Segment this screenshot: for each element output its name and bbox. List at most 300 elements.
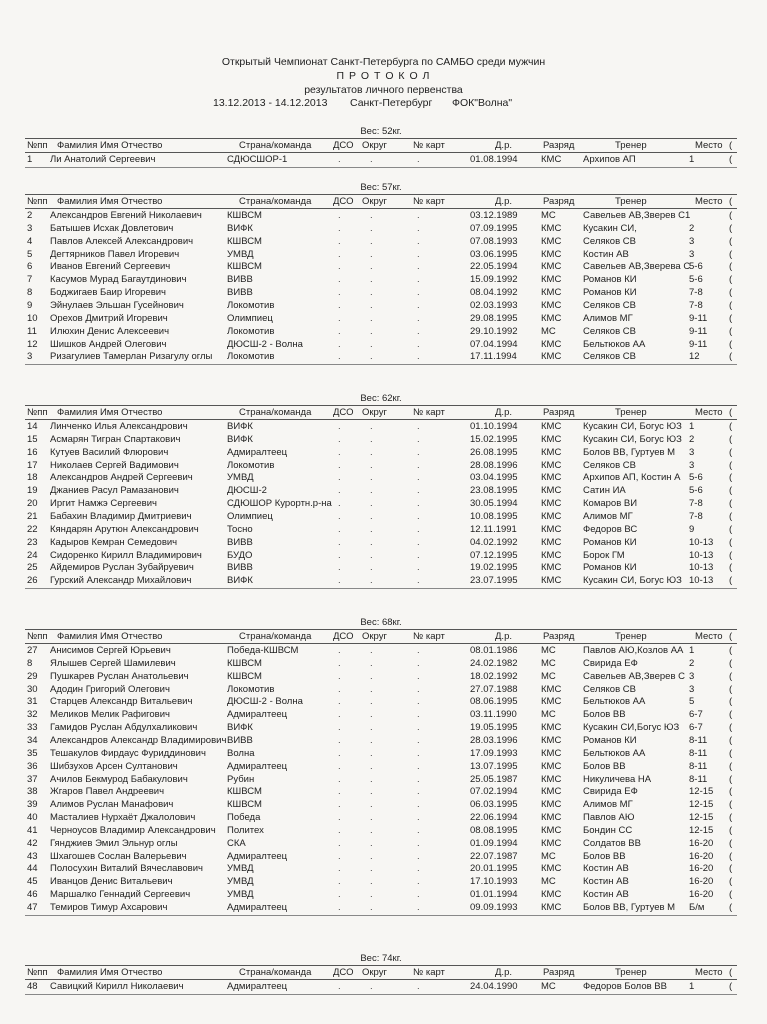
table-bottom-rule — [25, 915, 737, 916]
cell-rank: КМС — [541, 287, 562, 299]
table-row — [25, 273, 737, 286]
cell-card-number: . — [417, 734, 420, 746]
cell-team: ВИВВ — [227, 274, 253, 286]
cell-place: 5-6 — [689, 485, 703, 497]
cell-extra: ( — [729, 645, 733, 656]
cell-extra: ( — [729, 351, 733, 363]
cell-coach: Федоров Болов ВВ — [583, 981, 667, 992]
cell-extra: ( — [729, 421, 733, 432]
cell-place: 16-20 — [689, 837, 714, 849]
column-header-extra: ( — [729, 967, 733, 978]
cell-dso: . — [338, 683, 341, 695]
table-header — [25, 194, 737, 209]
cell-place: 16-20 — [689, 876, 714, 888]
cell-place: 7-8 — [689, 498, 703, 510]
table-row — [25, 536, 737, 549]
cell-card-number: . — [417, 248, 420, 260]
cell-card-number: . — [417, 575, 420, 587]
cell-full-name: Кутуев Василий Флюрович — [50, 446, 169, 458]
cell-dso: . — [338, 837, 341, 849]
cell-dso: . — [338, 747, 341, 759]
cell-extra: ( — [729, 786, 733, 798]
cell-coach: Бельтюков АА — [583, 338, 646, 350]
cell-rank: КМС — [541, 575, 562, 587]
column-header-full-name: Фамилия Имя Отчество — [57, 631, 163, 642]
column-header-place: Место — [695, 407, 723, 418]
cell-place: Б/м — [689, 902, 705, 913]
cell-number: 5 — [27, 248, 33, 260]
cell-team: УМВД — [227, 863, 254, 875]
cell-team: Рубин — [227, 773, 255, 785]
cell-region: . — [370, 824, 373, 836]
table-row — [25, 773, 737, 786]
cell-place: 12-15 — [689, 799, 714, 811]
cell-number: 10 — [27, 312, 38, 324]
cell-region: . — [370, 485, 373, 497]
cell-card-number: . — [417, 485, 420, 497]
cell-birth-date: 22.06.1994 — [470, 812, 518, 824]
cell-place: 10-13 — [689, 575, 714, 587]
cell-region: . — [370, 433, 373, 445]
cell-place: 16-20 — [689, 863, 714, 875]
cell-extra: ( — [729, 338, 733, 350]
cell-card-number: . — [417, 325, 420, 337]
cell-full-name: Илюхин Денис Алексеевич — [50, 325, 170, 337]
column-header-card-number: № карт — [413, 407, 445, 418]
column-header-coach: Тренер — [615, 967, 647, 978]
cell-dso: . — [338, 351, 341, 363]
cell-extra: ( — [729, 863, 733, 875]
cell-place: 10-13 — [689, 536, 714, 548]
column-header-region: Округ — [362, 140, 387, 151]
cell-birth-date: 08.04.1992 — [470, 287, 518, 299]
cell-card-number: . — [417, 696, 420, 708]
cell-birth-date: 07.04.1994 — [470, 338, 518, 350]
cell-full-name: Александров Александр Владимирович — [50, 734, 227, 746]
cell-card-number: . — [417, 709, 420, 721]
column-header-full-name: Фамилия Имя Отчество — [57, 967, 163, 978]
cell-dso: . — [338, 235, 341, 247]
cell-birth-date: 20.01.1995 — [470, 863, 518, 875]
cell-place: 7-8 — [689, 287, 703, 299]
cell-birth-date: 08.06.1995 — [470, 696, 518, 708]
table-row — [25, 657, 737, 670]
cell-dso: . — [338, 446, 341, 458]
table-row — [25, 248, 737, 261]
cell-team: УМВД — [227, 876, 254, 888]
cell-team: Локомотив — [227, 351, 275, 363]
table-row — [25, 299, 737, 312]
cell-team: ВИВВ — [227, 287, 253, 299]
cell-birth-date: 10.08.1995 — [470, 510, 518, 522]
cell-card-number: . — [417, 421, 420, 432]
cell-rank: МС — [541, 670, 556, 682]
cell-birth-date: 27.07.1988 — [470, 683, 518, 695]
table-row — [25, 510, 737, 523]
cell-region: . — [370, 446, 373, 458]
table-row — [25, 670, 737, 683]
cell-full-name: Адодин Григорий Олегович — [50, 683, 170, 695]
cell-birth-date: 17.11.1994 — [470, 351, 517, 363]
cell-birth-date: 17.09.1993 — [470, 747, 518, 759]
column-header-full-name: Фамилия Имя Отчество — [57, 196, 163, 207]
cell-rank: МС — [541, 657, 556, 669]
cell-card-number: . — [417, 786, 420, 798]
cell-full-name: Николаев Сергей Вадимович — [50, 459, 179, 471]
cell-full-name: Иванцов Денис Витальевич — [50, 876, 173, 888]
table-row — [25, 471, 737, 484]
column-header-extra: ( — [729, 407, 733, 418]
championship-title: Открытый Чемпионат Санкт-Петербурга по САМБО среди мужчин — [221, 56, 546, 68]
cell-place: 3 — [689, 235, 695, 247]
cell-rank: КМС — [541, 351, 562, 363]
cell-number: 4 — [27, 235, 33, 247]
column-header-birth-date: Д.р. — [495, 631, 512, 642]
cell-card-number: . — [417, 446, 420, 458]
cell-full-name: Иванов Евгений Сергеевич — [50, 261, 171, 273]
cell-coach: Свирида ЕФ — [583, 657, 638, 669]
cell-extra: ( — [729, 549, 733, 561]
cell-extra: ( — [729, 446, 733, 458]
cell-region: . — [370, 154, 373, 165]
cell-rank: КМС — [541, 747, 562, 759]
column-header-dso: ДСО — [333, 967, 354, 978]
cell-number: 43 — [27, 850, 38, 862]
cell-team: КШВСМ — [227, 657, 262, 669]
cell-birth-date: 01.10.1994 — [470, 421, 518, 432]
column-header-birth-date: Д.р. — [495, 407, 512, 418]
cell-rank: КМС — [541, 154, 562, 165]
cell-rank: КМС — [541, 433, 562, 445]
cell-full-name: Анисимов Сергей Юрьевич — [50, 645, 171, 656]
column-header-coach: Тренер — [615, 140, 647, 151]
cell-region: . — [370, 351, 373, 363]
cell-number: 36 — [27, 760, 38, 772]
cell-coach: Костин АВ — [583, 248, 629, 260]
cell-region: . — [370, 248, 373, 260]
cell-card-number: . — [417, 657, 420, 669]
cell-card-number: . — [417, 498, 420, 510]
column-header-card-number: № карт — [413, 631, 445, 642]
cell-card-number: . — [417, 760, 420, 772]
table-row — [25, 824, 737, 837]
cell-place: 1 — [689, 421, 695, 432]
cell-region: . — [370, 981, 373, 992]
cell-extra: ( — [729, 562, 733, 574]
cell-coach: Романов КИ — [583, 536, 637, 548]
cell-card-number: . — [417, 312, 420, 324]
cell-card-number: . — [417, 287, 420, 299]
cell-rank: КМС — [541, 760, 562, 772]
cell-coach: Савельев АВ,Зверев С1 — [583, 210, 691, 221]
cell-rank: КМС — [541, 863, 562, 875]
cell-extra: ( — [729, 312, 733, 324]
cell-region: . — [370, 498, 373, 510]
cell-birth-date: 26.08.1995 — [470, 446, 518, 458]
column-header-birth-date: Д.р. — [495, 967, 512, 978]
cell-coach: Бельтюков АА — [583, 747, 646, 759]
cell-full-name: Темиров Тимур Ахсарович — [50, 902, 168, 913]
cell-number: 20 — [27, 498, 38, 510]
cell-coach: Селяков СВ — [583, 459, 636, 471]
table-row — [25, 798, 737, 811]
cell-number: 42 — [27, 837, 38, 849]
cell-region: . — [370, 902, 373, 913]
cell-place: 6-7 — [689, 709, 703, 721]
cell-number: 35 — [27, 747, 38, 759]
cell-rank: КМС — [541, 683, 562, 695]
cell-full-name: Тешакулов Фирдаус Фуриддинович — [50, 747, 206, 759]
cell-dso: . — [338, 799, 341, 811]
cell-coach: Селяков СВ — [583, 299, 636, 311]
cell-number: 1 — [27, 154, 33, 165]
cell-region: . — [370, 773, 373, 785]
cell-place: 3 — [689, 459, 695, 471]
cell-rank: КМС — [541, 536, 562, 548]
cell-extra: ( — [729, 575, 733, 587]
cell-card-number: . — [417, 683, 420, 695]
cell-extra: ( — [729, 722, 733, 734]
table-row — [25, 760, 737, 773]
cell-number: 41 — [27, 824, 38, 836]
cell-full-name: Шишков Андрей Олегович — [50, 338, 167, 350]
cell-coach: Архипов АП — [583, 154, 636, 165]
table-row — [25, 644, 737, 657]
cell-full-name: Ачилов Бекмурод Бабакулович — [50, 773, 188, 785]
cell-region: . — [370, 536, 373, 548]
cell-region: . — [370, 523, 373, 535]
cell-card-number: . — [417, 351, 420, 363]
cell-rank: КМС — [541, 523, 562, 535]
cell-coach: Павлов АЮ — [583, 812, 635, 824]
cell-coach: Романов КИ — [583, 734, 637, 746]
cell-team: Адмиралтеец — [227, 709, 288, 721]
column-header-region: Округ — [362, 407, 387, 418]
cell-rank: МС — [541, 876, 556, 888]
cell-card-number: . — [417, 645, 420, 656]
cell-extra: ( — [729, 510, 733, 522]
cell-card-number: . — [417, 876, 420, 888]
column-header-number: №пп — [27, 140, 48, 151]
cell-card-number: . — [417, 222, 420, 234]
cell-place: 1 — [689, 981, 695, 992]
cell-dso: . — [338, 299, 341, 311]
cell-coach: Борок ГМ — [583, 549, 625, 561]
column-header-team: Страна/команда — [239, 407, 312, 418]
cell-full-name: Ли Анатолий Сергеевич — [50, 154, 156, 165]
cell-coach: Селяков СВ — [583, 351, 636, 363]
cell-rank: КМС — [541, 235, 562, 247]
cell-rank: КМС — [541, 734, 562, 746]
cell-place: 3 — [689, 683, 695, 695]
cell-birth-date: 18.02.1992 — [470, 670, 518, 682]
cell-coach: Болов ВВ — [583, 709, 626, 721]
cell-team: Адмиралтеец — [227, 981, 288, 992]
cell-dso: . — [338, 722, 341, 734]
cell-extra: ( — [729, 850, 733, 862]
table-row — [25, 338, 737, 351]
table-row — [25, 523, 737, 536]
cell-extra: ( — [729, 210, 733, 221]
cell-card-number: . — [417, 235, 420, 247]
cell-card-number: . — [417, 670, 420, 682]
cell-dso: . — [338, 709, 341, 721]
column-header-dso: ДСО — [333, 407, 354, 418]
cell-number: 14 — [27, 421, 38, 432]
cell-rank: КМС — [541, 459, 562, 471]
cell-number: 12 — [27, 338, 38, 350]
weight-heading: Вес: 57кг. — [360, 182, 402, 193]
table-row — [25, 153, 737, 166]
cell-dso: . — [338, 773, 341, 785]
cell-dso: . — [338, 523, 341, 535]
cell-number: 8 — [27, 657, 33, 669]
column-header-team: Страна/команда — [239, 196, 312, 207]
cell-coach: Болов ВВ — [583, 850, 626, 862]
cell-extra: ( — [729, 523, 733, 535]
cell-extra: ( — [729, 683, 733, 695]
cell-team: БУДО — [227, 549, 253, 561]
table-row — [25, 875, 737, 888]
cell-birth-date: 06.03.1995 — [470, 799, 518, 811]
cell-region: . — [370, 696, 373, 708]
cell-rank: КМС — [541, 261, 562, 273]
cell-dso: . — [338, 433, 341, 445]
cell-region: . — [370, 299, 373, 311]
cell-coach: Болов ВВ — [583, 760, 626, 772]
cell-region: . — [370, 575, 373, 587]
cell-team: СКА — [227, 837, 246, 849]
cell-rank: КМС — [541, 837, 562, 849]
cell-dso: . — [338, 248, 341, 260]
cell-full-name: Касумов Мурад Багаутдинович — [50, 274, 187, 286]
cell-number: 6 — [27, 261, 33, 273]
cell-place: 2 — [689, 657, 695, 669]
cell-dso: . — [338, 670, 341, 682]
cell-region: . — [370, 760, 373, 772]
cell-card-number: . — [417, 824, 420, 836]
column-header-dso: ДСО — [333, 140, 354, 151]
cell-team: Тосно — [227, 523, 253, 535]
column-header-region: Округ — [362, 967, 387, 978]
column-header-team: Страна/команда — [239, 967, 312, 978]
cell-dso: . — [338, 812, 341, 824]
weight-heading: Вес: 62кг. — [360, 393, 402, 404]
cell-full-name: Савицкий Кирилл Николаевич — [50, 981, 184, 992]
cell-birth-date: 28.08.1996 — [470, 459, 518, 471]
cell-place: 5-6 — [689, 472, 703, 484]
cell-card-number: . — [417, 459, 420, 471]
table-row — [25, 350, 737, 363]
table-row — [25, 574, 737, 587]
cell-place: 7-8 — [689, 299, 703, 311]
column-header-extra: ( — [729, 196, 733, 207]
cell-dso: . — [338, 154, 341, 165]
column-header-number: №пп — [27, 196, 48, 207]
cell-team: Локомотив — [227, 683, 275, 695]
cell-region: . — [370, 837, 373, 849]
cell-place: 2 — [689, 222, 695, 234]
cell-coach: Павлов АЮ,Козлов АА — [583, 645, 684, 656]
cell-team: ВИВВ — [227, 734, 253, 746]
cell-extra: ( — [729, 325, 733, 337]
cell-place: 9 — [689, 523, 695, 535]
table-bottom-rule — [25, 994, 737, 995]
column-header-team: Страна/команда — [239, 631, 312, 642]
weight-heading: Вес: 52кг. — [360, 126, 402, 137]
cell-place: 5-6 — [689, 274, 703, 286]
cell-place: 8-11 — [689, 773, 708, 785]
cell-birth-date: 07.02.1994 — [470, 786, 518, 798]
cell-coach: Селяков СВ — [583, 683, 636, 695]
column-header-rank: Разряд — [543, 196, 575, 207]
cell-dso: . — [338, 536, 341, 548]
table-row — [25, 837, 737, 850]
cell-place: 9-11 — [689, 338, 708, 350]
cell-place: 12-15 — [689, 786, 714, 798]
cell-dso: . — [338, 498, 341, 510]
cell-coach: Селяков СВ — [583, 235, 636, 247]
cell-number: 45 — [27, 876, 38, 888]
cell-number: 16 — [27, 446, 38, 458]
cell-rank: КМС — [541, 812, 562, 824]
cell-card-number: . — [417, 562, 420, 574]
column-header-birth-date: Д.р. — [495, 140, 512, 151]
cell-region: . — [370, 670, 373, 682]
column-header-team: Страна/команда — [239, 140, 312, 151]
table-row — [25, 734, 737, 747]
cell-full-name: Пушкарев Руслан Анатольевич — [50, 670, 189, 682]
cell-number: 31 — [27, 696, 38, 708]
cell-full-name: Полосухин Виталий Вячеславович — [50, 863, 203, 875]
table-row — [25, 862, 737, 875]
cell-coach: Болов ВВ, Гуртуев М — [583, 902, 676, 913]
cell-full-name: Шибзухов Арсен Султанович — [50, 760, 178, 772]
cell-full-name: Бабахин Владимир Дмитриевич — [50, 510, 192, 522]
weight-heading: Вес: 68кг. — [360, 617, 402, 628]
table-row — [25, 850, 737, 863]
cell-team: ВИФК — [227, 421, 253, 432]
cell-full-name: Асмарян Тигран Спартакович — [50, 433, 181, 445]
cell-rank: КМС — [541, 485, 562, 497]
cell-full-name: Маршалко Геннадий Сергеевич — [50, 889, 191, 901]
cell-team: Адмиралтеец — [227, 760, 288, 772]
cell-dso: . — [338, 889, 341, 901]
cell-coach: Болов ВВ, Гуртуев М — [583, 446, 676, 458]
table-row — [25, 561, 737, 574]
cell-full-name: Старцев Александр Витальевич — [50, 696, 193, 708]
cell-place: 10-13 — [689, 549, 714, 561]
cell-place: 8-11 — [689, 734, 708, 746]
cell-dso: . — [338, 510, 341, 522]
cell-dso: . — [338, 472, 341, 484]
document-header — [0, 0, 767, 112]
cell-team: КШВСМ — [227, 235, 262, 247]
cell-team: Волна — [227, 747, 255, 759]
cell-region: . — [370, 549, 373, 561]
cell-dso: . — [338, 696, 341, 708]
cell-coach: Алимов МГ — [583, 799, 633, 811]
cell-dso: . — [338, 338, 341, 350]
cell-coach: Костин АВ — [583, 876, 629, 888]
cell-dso: . — [338, 222, 341, 234]
column-header-place: Место — [695, 631, 723, 642]
cell-birth-date: 01.09.1994 — [470, 837, 518, 849]
cell-birth-date: 01.01.1994 — [470, 889, 518, 901]
cell-full-name: Ялышев Сергей Шамилевич — [50, 657, 176, 669]
cell-full-name: Александров Евгений Николаевич — [50, 210, 202, 221]
cell-coach: Солдатов ВВ — [583, 837, 641, 849]
